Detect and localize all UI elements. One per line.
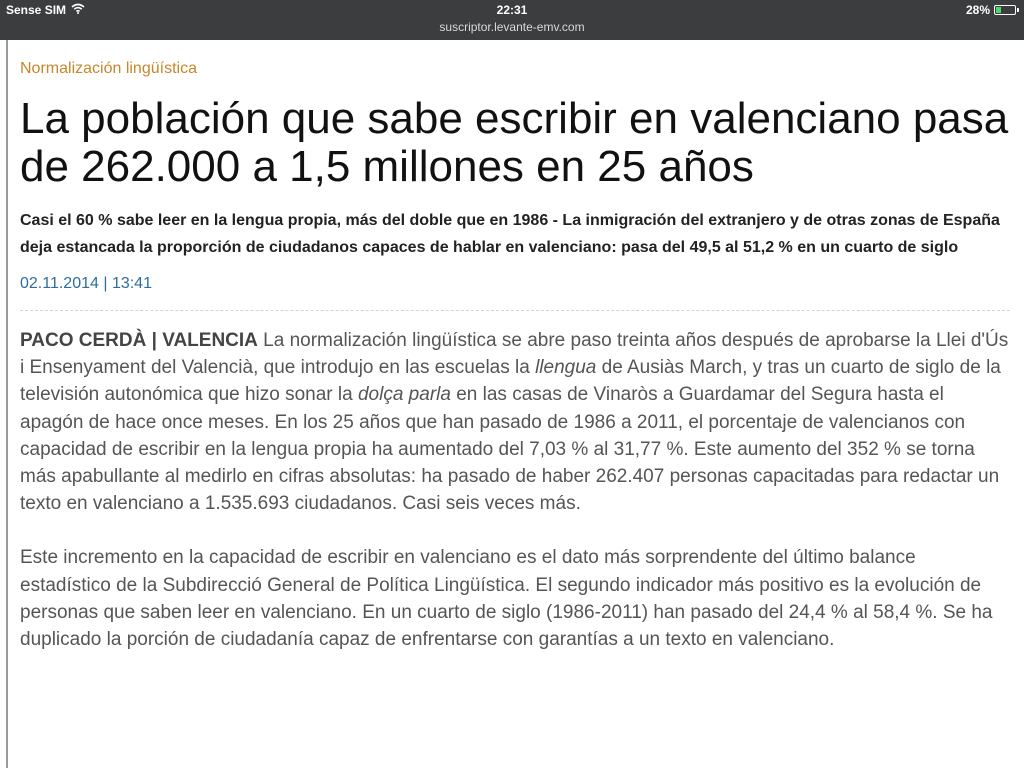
article-body — [20, 327, 1010, 653]
carrier-label: Sense SIM — [6, 3, 67, 17]
status-right — [966, 3, 1016, 17]
battery-percent: 28% — [965, 3, 990, 17]
headline: La población que sabe escribir en valenciano pasa de 262.000 a 1,5 millones en 25 años — [20, 94, 1009, 191]
paragraph-1 — [20, 327, 1010, 517]
battery-level — [996, 7, 1001, 13]
clock: 22:31 — [496, 3, 528, 17]
paragraph-2: Este incremento en la capacidad de escribir en valenciano es el dato más sorprendente del último balance estadístico de la Subdirecció General de Política Lingüística. El segundo indicador más positivo es la evolución de personas que saben leer en valenciano. En un cuarto de siglo (1986-2011) han pasado del 24,4 % al 58,4 %. Se ha duplicado la porción de ciudadanía capaz de enfrentarse con garantías a un texto en valenciano. — [20, 547, 993, 651]
italic-term-llengua: llengua — [535, 357, 597, 379]
address-bar-url[interactable]: suscriptor.levante-emv.com — [439, 20, 585, 34]
subtitle: Casi el 60 % sabe leer en la lengua propia, más del doble que en 1986 - La inmigración del extranjero y de otras zonas de España deja estancada la proporción de ciudadanos capaces de hablar en valenciano: pasa del 49,5 al 51,2 % en un cuarto de siglo — [20, 212, 1000, 256]
status-bar — [0, 0, 1024, 40]
page-edge-border — [6, 40, 8, 768]
article — [20, 40, 1010, 653]
paragraph-1-text-a: La normalización lingüística se abre paso treinta años después de aprobarse la Llei d'Ús i Ensenyament del Valencià, que introdujo en las escuelas la — [20, 330, 1009, 379]
section-label[interactable]: Normalización lingüística — [20, 60, 197, 77]
italic-term-dolca-parla: dolça parla — [357, 384, 451, 406]
battery-icon — [994, 5, 1016, 15]
byline: PACO CERDÀ | VALENCIA — [20, 330, 258, 351]
paragraph-1-text-b: de Ausiàs March, y tras un cuarto de siglo de la televisión autonómica que hizo sonar la — [20, 357, 1001, 406]
divider — [20, 310, 1010, 311]
paragraph-1-text-c: en las casas de Vinaròs a Guardamar del Segura hasta el apagón de hace once meses. En los 25 años que han pasado de 1986 a 2011, el porcentaje de valencianos con capacidad de escribir en la lengua propia ha aumentado del 7,03 % al 31,77 %. Este aumento del 352 % se torna más apabullante al medirlo en cifras absolutas: ha pasado de haber 262.407 personas capacitadas para redactar un texto en valenciano a 1.535.693 ciudadanos. Casi seis veces más. — [20, 384, 1000, 515]
dateline: 02.11.2014 | 13:41 — [20, 275, 152, 292]
